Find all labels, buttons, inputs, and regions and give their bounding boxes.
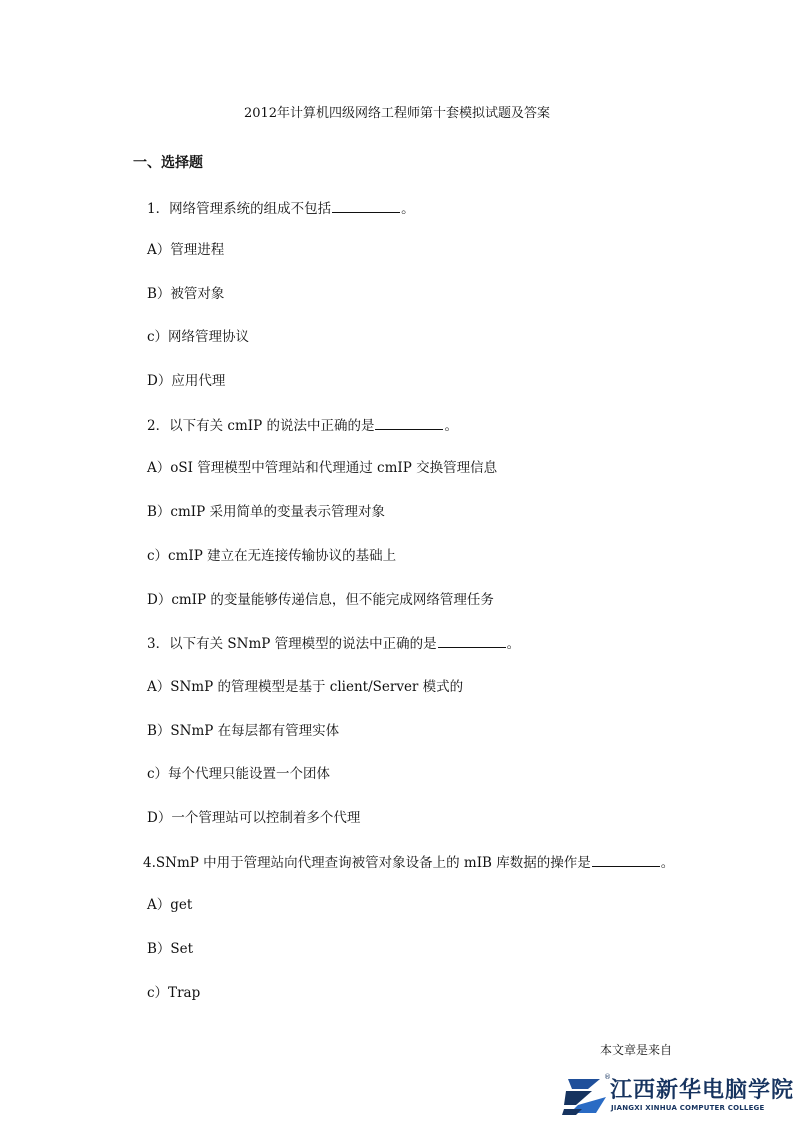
question-3-option-a: A）SNmP 的管理模型是基于 client/Server 模式的 xyxy=(147,679,464,695)
question-3-option-b: B）SNmP 在每层都有管理实体 xyxy=(147,723,340,739)
question-1-text: 1．网络管理系统的组成不包括 xyxy=(147,201,332,217)
college-logo xyxy=(562,1075,792,1119)
question-2-option-d: D）cmIP 的变量能够传递信息，但不能完成网络管理任务 xyxy=(147,592,494,608)
question-4-option-c: c）Trap xyxy=(147,985,201,1001)
question-1-end: 。 xyxy=(401,201,415,217)
question-2-option-a: A）oSI 管理模型中管理站和代理通过 cmIP 交换管理信息 xyxy=(147,460,498,476)
question-4-stem xyxy=(143,852,674,873)
question-2-text: 2．以下有关 cmIP 的说法中正确的是 xyxy=(147,418,375,434)
question-2-option-c: c）cmIP 建立在无连接传输协议的基础上 xyxy=(147,548,397,564)
question-3-text: 3．以下有关 SNmP 管理模型的说法中正确的是 xyxy=(147,636,437,652)
answer-blank xyxy=(375,415,443,430)
question-2-end: 。 xyxy=(444,418,458,434)
question-1-option-c: c）网络管理协议 xyxy=(147,329,250,345)
registered-mark: ® xyxy=(604,1073,611,1081)
question-2-stem xyxy=(147,415,458,436)
question-4-option-a: A）get xyxy=(147,897,193,913)
question-1-option-b: B）被管对象 xyxy=(147,286,225,302)
question-1-stem xyxy=(147,198,415,219)
source-text: 本文章是来自 xyxy=(600,1043,673,1057)
answer-blank xyxy=(332,198,400,213)
question-4-option-b: B）Set xyxy=(147,941,194,957)
document-title: 2012年计算机四级网络工程师第十套模拟试题及答案 xyxy=(243,106,551,121)
college-name-cn: 江西新华电脑学院 xyxy=(610,1078,794,1103)
college-logo-icon xyxy=(562,1075,608,1117)
answer-blank xyxy=(592,852,660,867)
question-4-end: 。 xyxy=(660,855,675,871)
question-3-option-c: c）每个代理只能设置一个团体 xyxy=(147,766,331,782)
college-name-en: JIANGXI XINHUA COMPUTER COLLEGE xyxy=(611,1104,765,1112)
question-2-option-b: B）cmIP 采用简单的变量表示管理对象 xyxy=(147,504,385,520)
question-1-option-a: A）管理进程 xyxy=(147,242,225,258)
question-3-end: 。 xyxy=(506,636,521,652)
question-4-text: 4.SNmP 中用于管理站向代理查询被管对象设备上的 mIB 库数据的操作是 xyxy=(143,855,591,871)
section-heading: 一、选择题 xyxy=(133,155,203,171)
answer-blank xyxy=(438,633,506,648)
question-1-option-d: D）应用代理 xyxy=(147,373,226,389)
question-3-option-d: D）一个管理站可以控制着多个代理 xyxy=(147,810,361,826)
question-3-stem xyxy=(147,633,520,654)
